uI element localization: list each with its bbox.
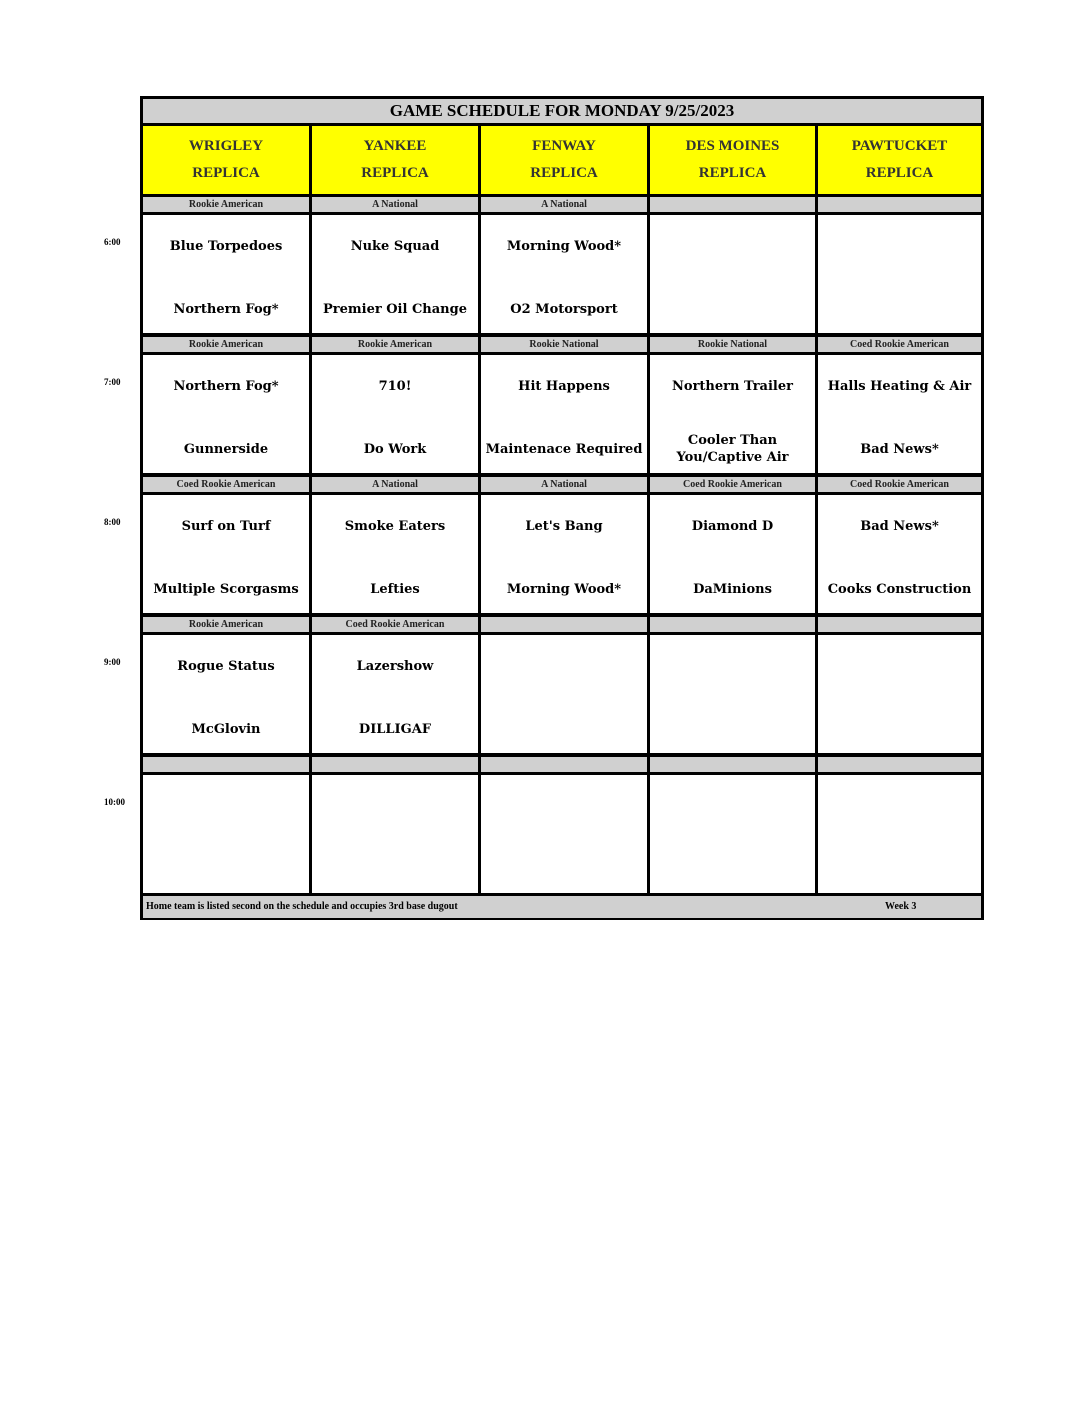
away-team [483,651,645,681]
game-cell [143,635,312,753]
game-cell [650,355,818,473]
field-name: YANKEE [363,138,427,154]
away-team [652,231,813,261]
game-cell [143,495,312,613]
away-team: Northern Fog* [173,378,279,394]
game-row [143,775,981,893]
division-label: Rookie National [481,337,650,352]
division-label: Coed Rookie American [312,617,481,632]
field-name: DES MOINES [685,138,780,154]
game-cell [312,215,481,333]
field-name: PAWTUCKET [851,138,948,154]
away-team: Let's Bang [525,518,603,534]
game-cell [818,495,981,613]
field-name: FENWAY [532,138,596,154]
division-label: Rookie National [650,337,818,352]
time-label: 8:00 [104,517,121,527]
division-label [650,617,818,632]
week-label: Week 3 [885,901,917,912]
division-label [312,757,481,772]
home-team: DaMinions [693,581,772,597]
game-cell [143,215,312,333]
division-label: Coed Rookie American [818,337,981,352]
away-team: Northern Trailer [672,378,793,394]
field-header [818,126,981,194]
away-team: Morning Wood* [506,238,622,254]
division-label: Rookie American [312,337,481,352]
division-row [143,617,981,632]
division-label [481,617,650,632]
division-row [143,477,981,492]
game-cell [818,635,981,753]
division-label [818,617,981,632]
away-team [145,791,307,821]
game-cell [481,635,650,753]
division-label [143,757,312,772]
away-team: Blue Torpedoes [169,238,283,254]
division-label [481,757,650,772]
away-team [314,791,476,821]
game-cell [650,495,818,613]
home-team [820,291,979,327]
away-team: Bad News* [860,518,939,534]
home-team [652,711,813,747]
away-team [820,651,979,681]
away-team [652,651,813,681]
division-row [143,197,981,212]
away-team: Lazershow [356,658,434,674]
division-label: Rookie American [143,617,312,632]
field-header [143,126,312,194]
away-team: Diamond D [691,518,774,534]
home-team: O2 Motorsport [510,301,618,317]
home-team [652,291,813,327]
home-team [483,711,645,747]
time-label: 10:00 [104,797,125,807]
division-row [143,337,981,352]
division-label [818,757,981,772]
home-team: Cooler Than You/Captive Air [676,433,789,465]
game-cell [650,775,818,893]
home-team-note: Home team is listed second on the schedule and occupies 3rd base dugout [146,901,458,912]
away-team: Nuke Squad [350,238,440,254]
away-team: Halls Heating & Air [827,378,972,394]
game-cell [818,775,981,893]
game-cell [312,355,481,473]
schedule-table [140,96,984,920]
game-cell [481,495,650,613]
home-team [820,711,979,747]
game-row [143,355,981,473]
home-team: Morning Wood* [506,581,622,597]
field-header [650,126,818,194]
away-team: Hit Happens [518,378,610,394]
home-team [820,851,979,887]
division-label: A National [481,197,650,212]
home-team [314,851,476,887]
away-team: 710! [378,378,412,394]
division-label [650,757,818,772]
division-label [818,197,981,212]
game-cell [481,355,650,473]
field-type: REPLICA [698,165,767,181]
field-name: WRIGLEY [188,138,264,154]
game-cell [143,775,312,893]
home-team: Northern Fog* [173,301,279,317]
away-team [652,791,813,821]
division-label: A National [312,197,481,212]
division-label: Rookie American [143,197,312,212]
game-row [143,215,981,333]
division-label: Coed Rookie American [818,477,981,492]
home-team [652,851,813,887]
home-team: Lefties [370,581,420,597]
field-header [312,126,481,194]
home-team: Bad News* [860,441,939,457]
game-cell [481,215,650,333]
home-team [483,851,645,887]
game-cell [312,495,481,613]
home-team: Multiple Scorgasms [153,581,299,597]
home-team: Premier Oil Change [323,301,467,317]
home-team: Gunnerside [183,441,269,457]
field-header-row [143,126,981,194]
field-type: REPLICA [192,165,260,181]
home-team: Do Work [363,441,427,457]
division-label: A National [481,477,650,492]
home-team: Maintenace Required [485,441,643,457]
away-team: Surf on Turf [181,518,271,534]
game-cell [650,635,818,753]
field-header [481,126,650,194]
game-row [143,495,981,613]
game-cell [650,215,818,333]
away-team [820,791,979,821]
time-label: 7:00 [104,377,121,387]
away-team: Rogue Status [177,658,275,674]
away-team [820,231,979,261]
home-team: DILLIGAF [358,721,432,737]
division-row [143,757,981,772]
schedule-title: GAME SCHEDULE FOR MONDAY 9/25/2023 [143,99,981,123]
time-label: 6:00 [104,237,121,247]
home-team [145,851,307,887]
game-cell [143,355,312,473]
schedule-footer [143,896,981,918]
away-team: Smoke Eaters [344,518,446,534]
game-cell [481,775,650,893]
game-row [143,635,981,753]
away-team [483,791,645,821]
field-type: REPLICA [361,165,429,181]
division-label [650,197,818,212]
division-label: Rookie American [143,337,312,352]
division-label: Coed Rookie American [650,477,818,492]
time-label: 9:00 [104,657,121,667]
field-type: REPLICA [530,165,598,181]
division-label: Coed Rookie American [143,477,312,492]
game-cell [818,355,981,473]
home-team: McGlovin [191,721,261,737]
field-type: REPLICA [865,165,934,181]
division-label: A National [312,477,481,492]
game-cell [312,775,481,893]
game-cell [312,635,481,753]
home-team: Cooks Construction [827,581,972,597]
game-cell [818,215,981,333]
